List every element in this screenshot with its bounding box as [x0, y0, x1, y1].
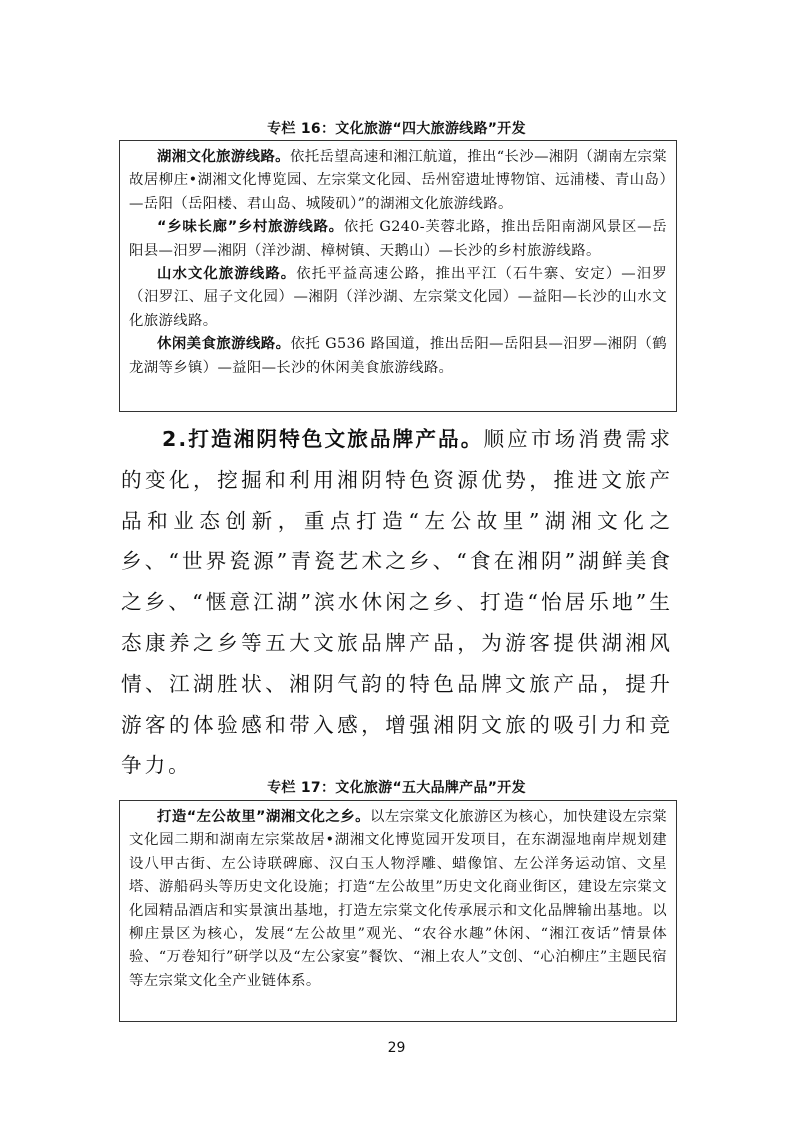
route-text: 依托 G536 路国道，推出岳阳—岳阳县—汨罗—湘阴（鹤龙湖等乡镇）—益阳—长沙的休闲美食旅游线路。 — [129, 336, 667, 376]
route-paragraph — [129, 333, 667, 380]
route-text: 依托 G240-芙蓉北路，推出岳阳南湖风景区—岳阳县—汨罗—湘阴（洋沙湖、樟树镇、天鹅山）—长沙的乡村旅游线路。 — [129, 219, 668, 259]
brand-heading: 打造“左公故里”湖湘文化之乡。 — [157, 809, 370, 825]
section-paragraph — [121, 419, 673, 786]
panel-16-title: 专栏 16：文化旅游“四大旅游线路”开发 — [267, 121, 526, 137]
section-heading: 2.打造湘阴特色文旅品牌产品。 — [162, 427, 484, 451]
brand-paragraph — [129, 806, 667, 993]
route-text: 依托平益高速公路，推出平江（石牛寨、安定）—汨罗（汨罗江、屈子文化园）—湘阴（洋沙湖、左宗棠文化园）—益阳—长沙的山水文化旅游线路。 — [129, 266, 667, 329]
section-text: 顺应市场消费需求的变化，挖掘和利用湘阴特色资源优势，推进文旅产品和业态创新，重点打造“左公故里”湖湘文化之乡、“世界瓷源”青瓷艺术之乡、“食在湘阴”湖鲜美食之乡、“惬意江湖”滨水休闲之乡、打造“怡居乐地”生态康养之乡等五大文旅品牌产品，为游客提供湖湘风情、江湖胜状、湘阴气韵的特色品牌文旅产品，提升游客的体验感和带入感，增强湘阴文旅的吸引力和竞争力。 — [121, 427, 673, 778]
panel-17-box — [119, 800, 677, 1022]
panel-17-title: 专栏 17：文化旅游“五大品牌产品”开发 — [267, 780, 526, 796]
route-text: 依托岳望高速和湘江航道，推出“长沙—湘阴（湖南左宗棠故居柳庄•湖湘文化博览园、左宗棠文化园、岳州窑遗址博物馆、远浦楼、青山岛）—岳阳（岳阳楼、君山岛、城陵矶）”的湖湘文化旅游线路。 — [129, 149, 667, 212]
route-heading: “乡味长廊”乡村旅游线路。 — [157, 219, 344, 236]
page-number: 29 — [387, 1040, 406, 1056]
route-heading: 湖湘文化旅游线路。 — [157, 149, 290, 165]
panel-16-box — [119, 140, 677, 412]
route-heading: 山水文化旅游线路。 — [157, 266, 297, 283]
route-heading: 休闲美食旅游线路。 — [157, 336, 291, 353]
route-paragraph — [129, 216, 667, 263]
route-paragraph — [129, 146, 667, 216]
route-paragraph — [129, 263, 667, 333]
brand-text: 以左宗棠文化旅游区为核心，加快建设左宗棠文化园二期和湖南左宗棠故居•湖湘文化博览园开发项目，在东湖湿地南岸规划建设八甲古街、左公诗联碑廊、汉白玉人物浮雕、蜡像馆、左公洋务运动馆、文星塔、游船码头等历史文化设施；打造“左公故里”历史文化商业街区，建设左宗棠文化园精品酒店和实景演出基地，打造左宗棠文化传承展示和文化品牌输出基地。以柳庄景区为核心，发展“左公故里”观光、“农谷水趣”休闲、“湘江夜话”情景体验、“万卷知行”研学以及“左公家宴”餐饮、“湘上农人”文创、“心泊柳庄”主题民宿等左宗棠文化全产业链体系。 — [129, 809, 667, 989]
